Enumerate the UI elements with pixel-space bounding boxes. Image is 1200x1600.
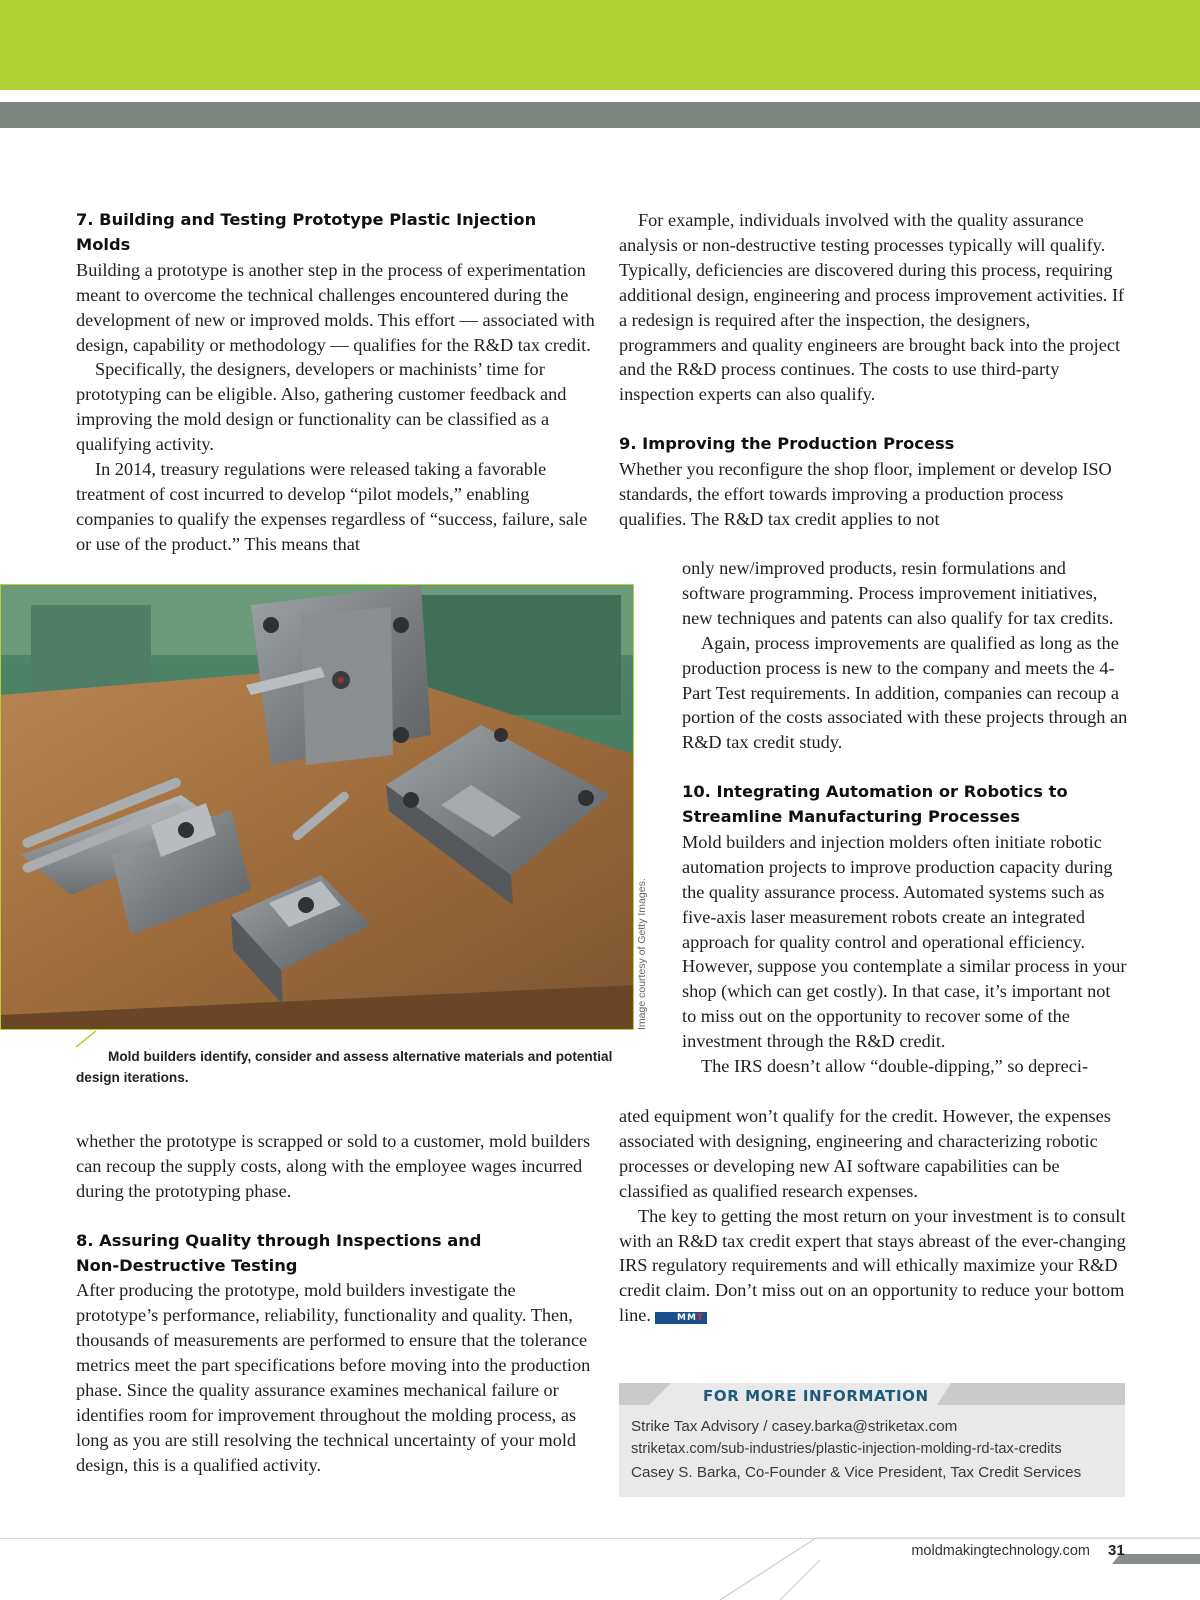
mold-components-photo <box>0 584 634 1030</box>
article-column-1 <box>76 208 596 557</box>
paragraph: whether the prototype is scrapped or sold to a customer, mold builders can recoup the supply costs, along with the employee wages incurred during the prototyping phase. <box>76 1131 591 1201</box>
closing-paragraph-text: The key to getting the most return on your investment is to consult with an R&D tax credit expert that stays abreast of the ever-changing IRS regulatory requirements and will ethically maximize your R&D credit claim. Don’t miss out on an opportunity to reduce your bottom line. <box>619 1205 1126 1326</box>
photo-illustration <box>1 585 634 1030</box>
paragraph: only new/improved products, resin formulations and software programming. Process improvement initiatives, new techniques and patents can also qualify for tax credits. <box>682 558 1114 628</box>
paragraph: Mold builders and injection molders often initiate robotic automation projects to improve production capacity during the quality assurance process. Automated systems such as five-axis laser measurement robots create an integrated approach for quality control and operational efficiency. However, suppose you contemplate a similar process in your shop (which can get costly). In that case, it’s important not to miss out on the opportunity to recover some of the investment through the R&D credit. <box>682 831 1127 1052</box>
image-caption: Mold builders identify, consider and assess alternative materials and potential design iterations. <box>76 1049 613 1085</box>
mmt-end-mark-icon: MMT <box>655 1312 707 1324</box>
top-green-band <box>0 0 1200 90</box>
footer-website: moldmakingtechnology.com <box>911 1543 1090 1559</box>
paragraph: For example, individuals involved with the quality assurance analysis or non-destructive testing processes typically will qualify. Typically, deficiencies are discovered during this process, requiring additional design, engineering and process improvement activities. If a redesign is required after the inspection, the designers, programmers and quality engineers are brought back into the project and the R&D process continues. The costs to use third-party inspection experts can also qualify. <box>619 210 1125 405</box>
heading-line: Non-Destructive Testing <box>76 1255 298 1275</box>
article-column-5 <box>619 1104 1127 1328</box>
info-person-line: Casey S. Barka, Co-Founder & Vice President, Tax Credit Services <box>631 1464 1082 1481</box>
paragraph: Specifically, the designers, developers or machinists’ time for prototyping can be eligible. Also, gathering customer feedback and improving the mold design or functionality can be classified as a qualifying activity. <box>76 359 567 455</box>
article-column-4 <box>682 556 1128 1079</box>
article-column-2 <box>76 1129 596 1478</box>
heading-line: Streamline Manufacturing Processes <box>682 807 1020 827</box>
paragraph: The IRS doesn’t allow “double-dipping,” so depreci- <box>701 1056 1089 1077</box>
paragraph: ated equipment won’t qualify for the credit. However, the expenses associated with designing, engineering and characterizing robotic processes or developing new AI software capabilities can be classified as qualified research expenses. <box>619 1106 1111 1201</box>
article-column-3 <box>619 208 1127 532</box>
image-credit: Image courtesy of Getty Images. <box>636 878 648 1030</box>
section-heading-9: 9. Improving the Production Process <box>619 434 955 454</box>
info-contact-line: Strike Tax Advisory / casey.barka@striketax.com <box>631 1418 958 1435</box>
paragraph: Whether you reconfigure the shop floor, implement or develop ISO standards, the effort towards improving a production process qualifies. The R&D tax credit applies to not <box>619 459 1112 529</box>
paragraph <box>619 1204 1127 1329</box>
paragraph: After producing the prototype, mold builders investigate the prototype’s performance, reliability, functionality and quality. Then, thousands of measurements are performed to ensure that the tolerance metrics meet the part specifications before moving into the production phase. Since the quality assurance examines mechanical failure or identifies room for improvement throughout the molding process, as long as you are still resolving the technical uncertainty of your mold design, this is a qualified activity. <box>76 1280 591 1475</box>
heading-line: 10. Integrating Automation or Robotics to <box>682 782 1068 802</box>
section-heading-8 <box>76 1229 596 1279</box>
section-heading-7: 7. Building and Testing Prototype Plastic Injection Molds <box>76 210 537 254</box>
heading-line: 8. Assuring Quality through Inspections and <box>76 1230 482 1250</box>
info-url-line[interactable]: striketax.com/sub-industries/plastic-injection-molding-rd-tax-credits <box>631 1441 1062 1457</box>
section-heading-10 <box>682 780 1128 830</box>
more-info-heading: FOR MORE INFORMATION <box>703 1387 929 1405</box>
paragraph: In 2014, treasury regulations were released taking a favorable treatment of cost incurred to develop “pilot models,” enabling companies to qualify the expenses regardless of “success, failure, sale or use of the product.” This means that <box>76 459 588 554</box>
top-gray-band <box>0 102 1200 128</box>
page-number: 31 <box>1108 1542 1125 1559</box>
paragraph: Again, process improvements are qualified as long as the production process is new to the company and meets the 4-Part Test requirements. In addition, companies can recoup a portion of the costs associated with these projects through an R&D tax credit study. <box>682 632 1128 753</box>
paragraph: Building a prototype is another step in the process of experimentation meant to overcome the technical challenges encountered during the development of new or improved molds. This effort — associated with design, capability or methodology — qualifies for the R&D tax credit. <box>76 259 595 355</box>
